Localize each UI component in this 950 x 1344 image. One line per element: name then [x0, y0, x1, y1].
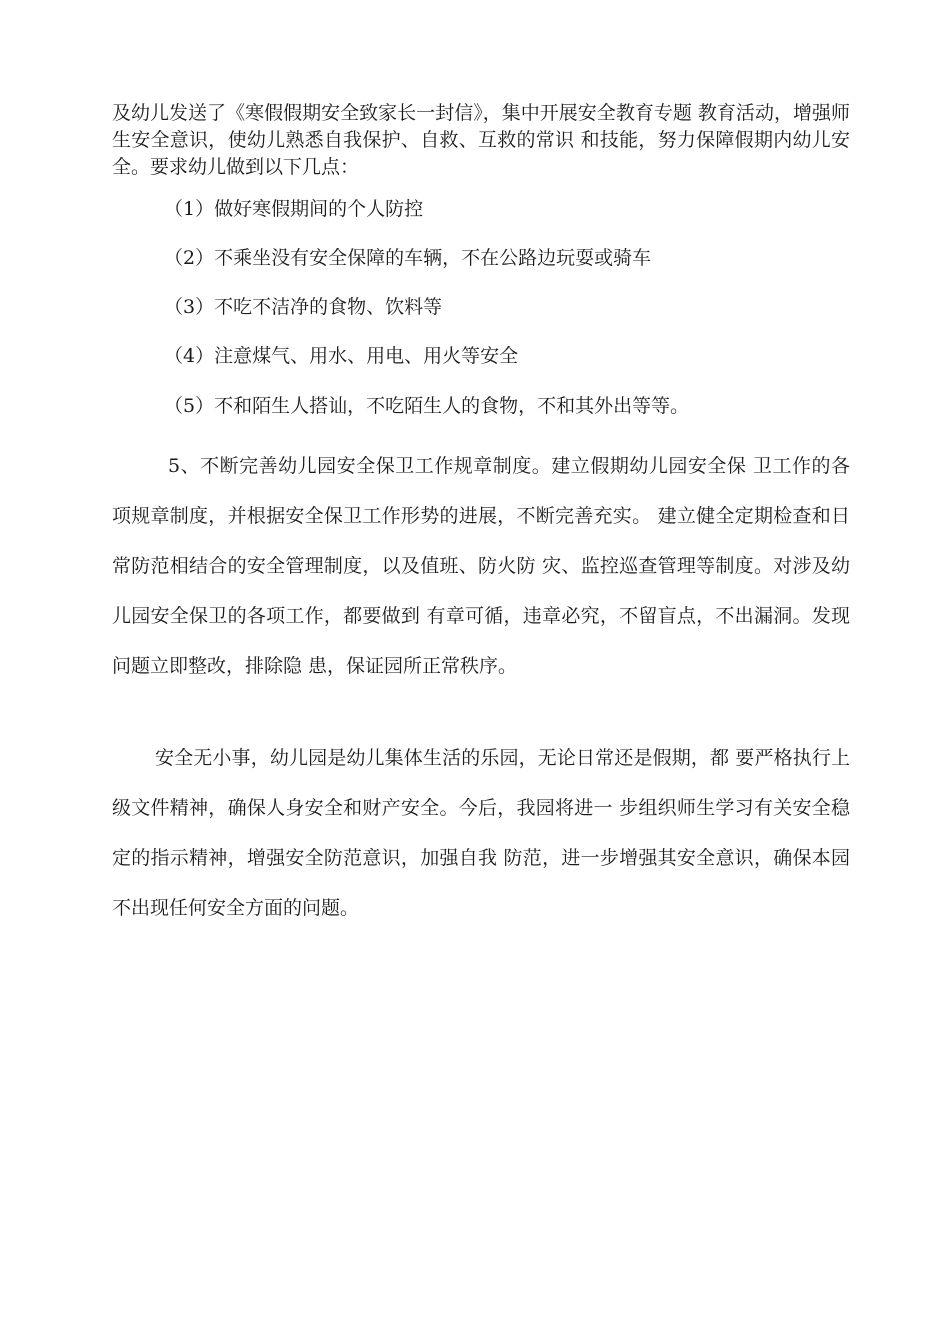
list-item: （5）不和陌生人搭讪，不吃陌生人的食物，不和其外出等等。	[164, 395, 690, 417]
list-item: （1）做好寒假期间的个人防控	[164, 198, 424, 220]
closing-paragraph: 安全无小事，幼儿园是幼儿集体生活的乐园，无论日常还是假期，都 要严格执行上级文件精神，确保人身安全和财产安全。今后，我园将进一 步组织师生学习有关安全稳定的指示精神，增强安全防范意识，加强自我 防范，进一步增强其安全意识，确保本园不出现任何安全方面的问题。	[112, 747, 850, 919]
list-item: （2）不乘坐没有安全保障的车辆，不在公路边玩耍或骑车	[164, 247, 652, 269]
list-item: （3）不吃不洁净的食物、饮料等	[164, 296, 443, 318]
list-item: （4）注意煤气、用水、用电、用火等安全	[164, 345, 519, 367]
section5-paragraph: 5、不断完善幼儿园安全保卫工作规章制度。建立假期幼儿园安全保 卫工作的各项规章制度，并根据安全保卫工作形势的进展，不断完善充实。 建立健全定期检查和日常防范相结合的安全管理制度，以及值班、防火防 灾、监控巡查管理等制度。对涉及幼儿园安全保卫的各项工作，都要做到 有章可循，违章必究，不留盲点，不出漏洞。发现问题立即整改，排除隐 患，保证园所正常秩序。	[112, 455, 850, 677]
intro-paragraph: 及幼儿发送了《寒假假期安全致家长一封信》，集中开展安全教育专题 教育活动，增强师生安全意识，使幼儿熟悉自我保护、自救、互救的常识 和技能，努力保障假期内幼儿安全。要求幼儿做到以下几点：	[112, 102, 850, 178]
